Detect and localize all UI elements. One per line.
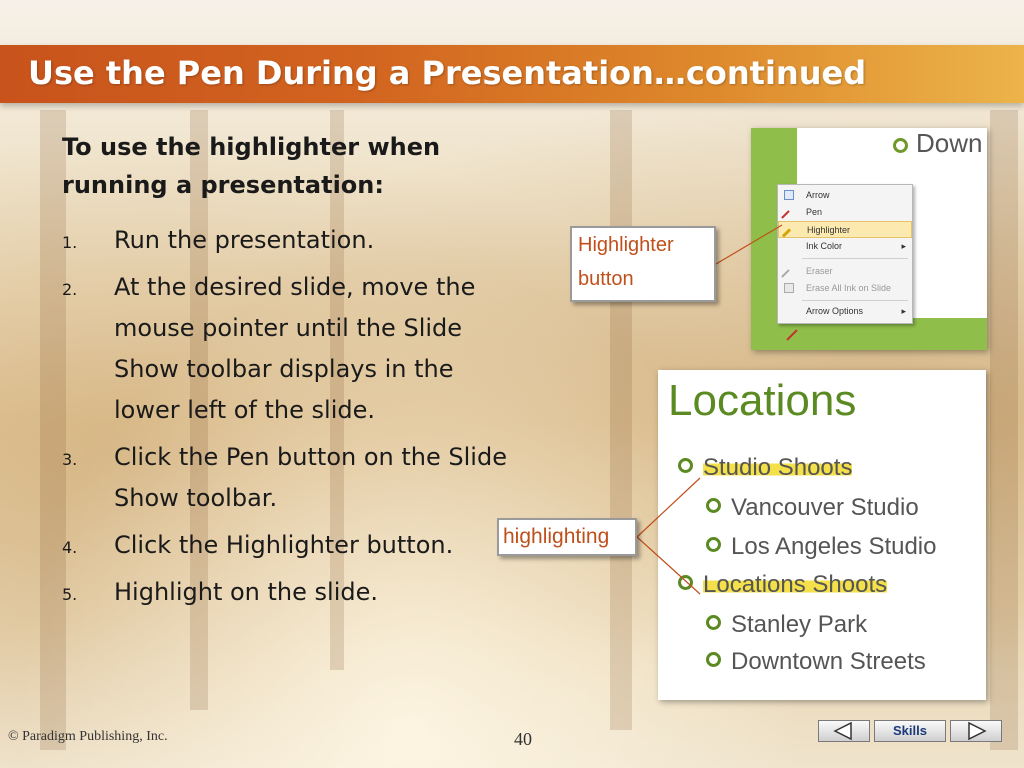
previous-button[interactable] (818, 720, 870, 742)
step-text: Click the Pen button on the Slide Show toolbar. (114, 443, 507, 512)
step-number: 3. (62, 450, 78, 469)
bullet-icon (706, 615, 721, 630)
step-number: 5. (62, 585, 78, 604)
step-number: 2. (62, 280, 78, 299)
step-number: 1. (62, 233, 78, 252)
steps-list (62, 220, 522, 619)
title-bar (0, 45, 1024, 103)
bullet-text: Downtown Streets (731, 648, 926, 675)
step-item (62, 437, 514, 519)
menu-separator (802, 258, 908, 259)
bullet-icon (706, 498, 721, 513)
callout-highlighting: highlighting (497, 518, 637, 556)
menu-item-label: Highlighter (807, 225, 851, 235)
background-tree (990, 110, 1018, 750)
pointer-options-menu (777, 184, 913, 324)
arrow-pointer-icon (784, 190, 794, 200)
bullet-icon (678, 575, 693, 590)
menu-item-label: Eraser (806, 266, 833, 276)
skills-button[interactable]: Skills (874, 720, 946, 742)
step-text: Run the presentation. (114, 226, 375, 254)
intro-text: To use the highlighter when running a presentation: (62, 133, 441, 199)
menu-item-ink-color[interactable] (778, 238, 912, 255)
bullet-level1 (678, 571, 887, 599)
bullet-icon (706, 652, 721, 667)
step-item (62, 525, 522, 566)
erase-all-icon (784, 283, 794, 293)
menu-separator (802, 300, 908, 301)
bullet-text: Los Angeles Studio (731, 533, 937, 560)
bullet-text: Stanley Park (731, 611, 868, 638)
copyright-text: © Paradigm Publishing, Inc. (8, 729, 168, 744)
bullet-level2 (706, 533, 937, 561)
bullet-icon (893, 138, 908, 153)
submenu-arrow-icon: ▸ (901, 306, 906, 316)
menu-item-pen[interactable] (778, 204, 912, 221)
menu-item-label: Arrow (806, 190, 830, 200)
menu-screenshot (751, 128, 987, 350)
bullet-text: Locations Shoots (703, 571, 888, 598)
bullet-level2 (706, 611, 867, 639)
background-tree (610, 110, 632, 730)
bullet-text: Studio Shoots (703, 454, 853, 481)
bullet-icon (706, 537, 721, 552)
step-text: Highlight on the slide. (114, 578, 378, 606)
submenu-arrow-icon: ▸ (901, 241, 906, 251)
bullet-icon (678, 458, 693, 473)
next-button[interactable] (950, 720, 1002, 742)
menu-item-erase-all[interactable] (778, 280, 912, 297)
menu-item-label: Erase All Ink on Slide (806, 283, 892, 293)
locations-screenshot (658, 370, 986, 700)
bullet-text: Vancouver Studio (731, 494, 919, 521)
step-text: Click the Highlighter button. (114, 531, 454, 559)
slide-snippet-text: Down (916, 128, 983, 158)
page-number: 40 (514, 729, 532, 749)
locations-title: Locations (668, 376, 857, 425)
step-number: 4. (62, 538, 78, 557)
triangle-right-icon (951, 721, 1001, 741)
callout-highlighter-button: Highlighter button (570, 226, 716, 302)
slide-navigation (818, 720, 1002, 744)
slide-title: Use the Pen During a Presentation…continued (28, 54, 867, 92)
step-item (62, 267, 494, 431)
menu-item-highlighter[interactable] (778, 221, 912, 238)
menu-item-label: Pen (806, 207, 823, 217)
step-item (62, 572, 522, 613)
bullet-level2 (706, 648, 926, 676)
triangle-left-icon (819, 721, 869, 741)
bullet-level2 (706, 494, 919, 522)
menu-item-label: Ink Color (806, 241, 843, 251)
bullet-level1 (678, 454, 852, 482)
step-text: At the desired slide, move the mouse pointer until the Slide Show toolbar displays in the lower left of the slide. (114, 273, 476, 424)
step-item (62, 220, 522, 261)
menu-item-eraser[interactable] (778, 263, 912, 280)
menu-item-arrow[interactable] (778, 187, 912, 204)
menu-item-label: Arrow Options (806, 306, 864, 316)
menu-item-arrow-options[interactable] (778, 303, 912, 320)
